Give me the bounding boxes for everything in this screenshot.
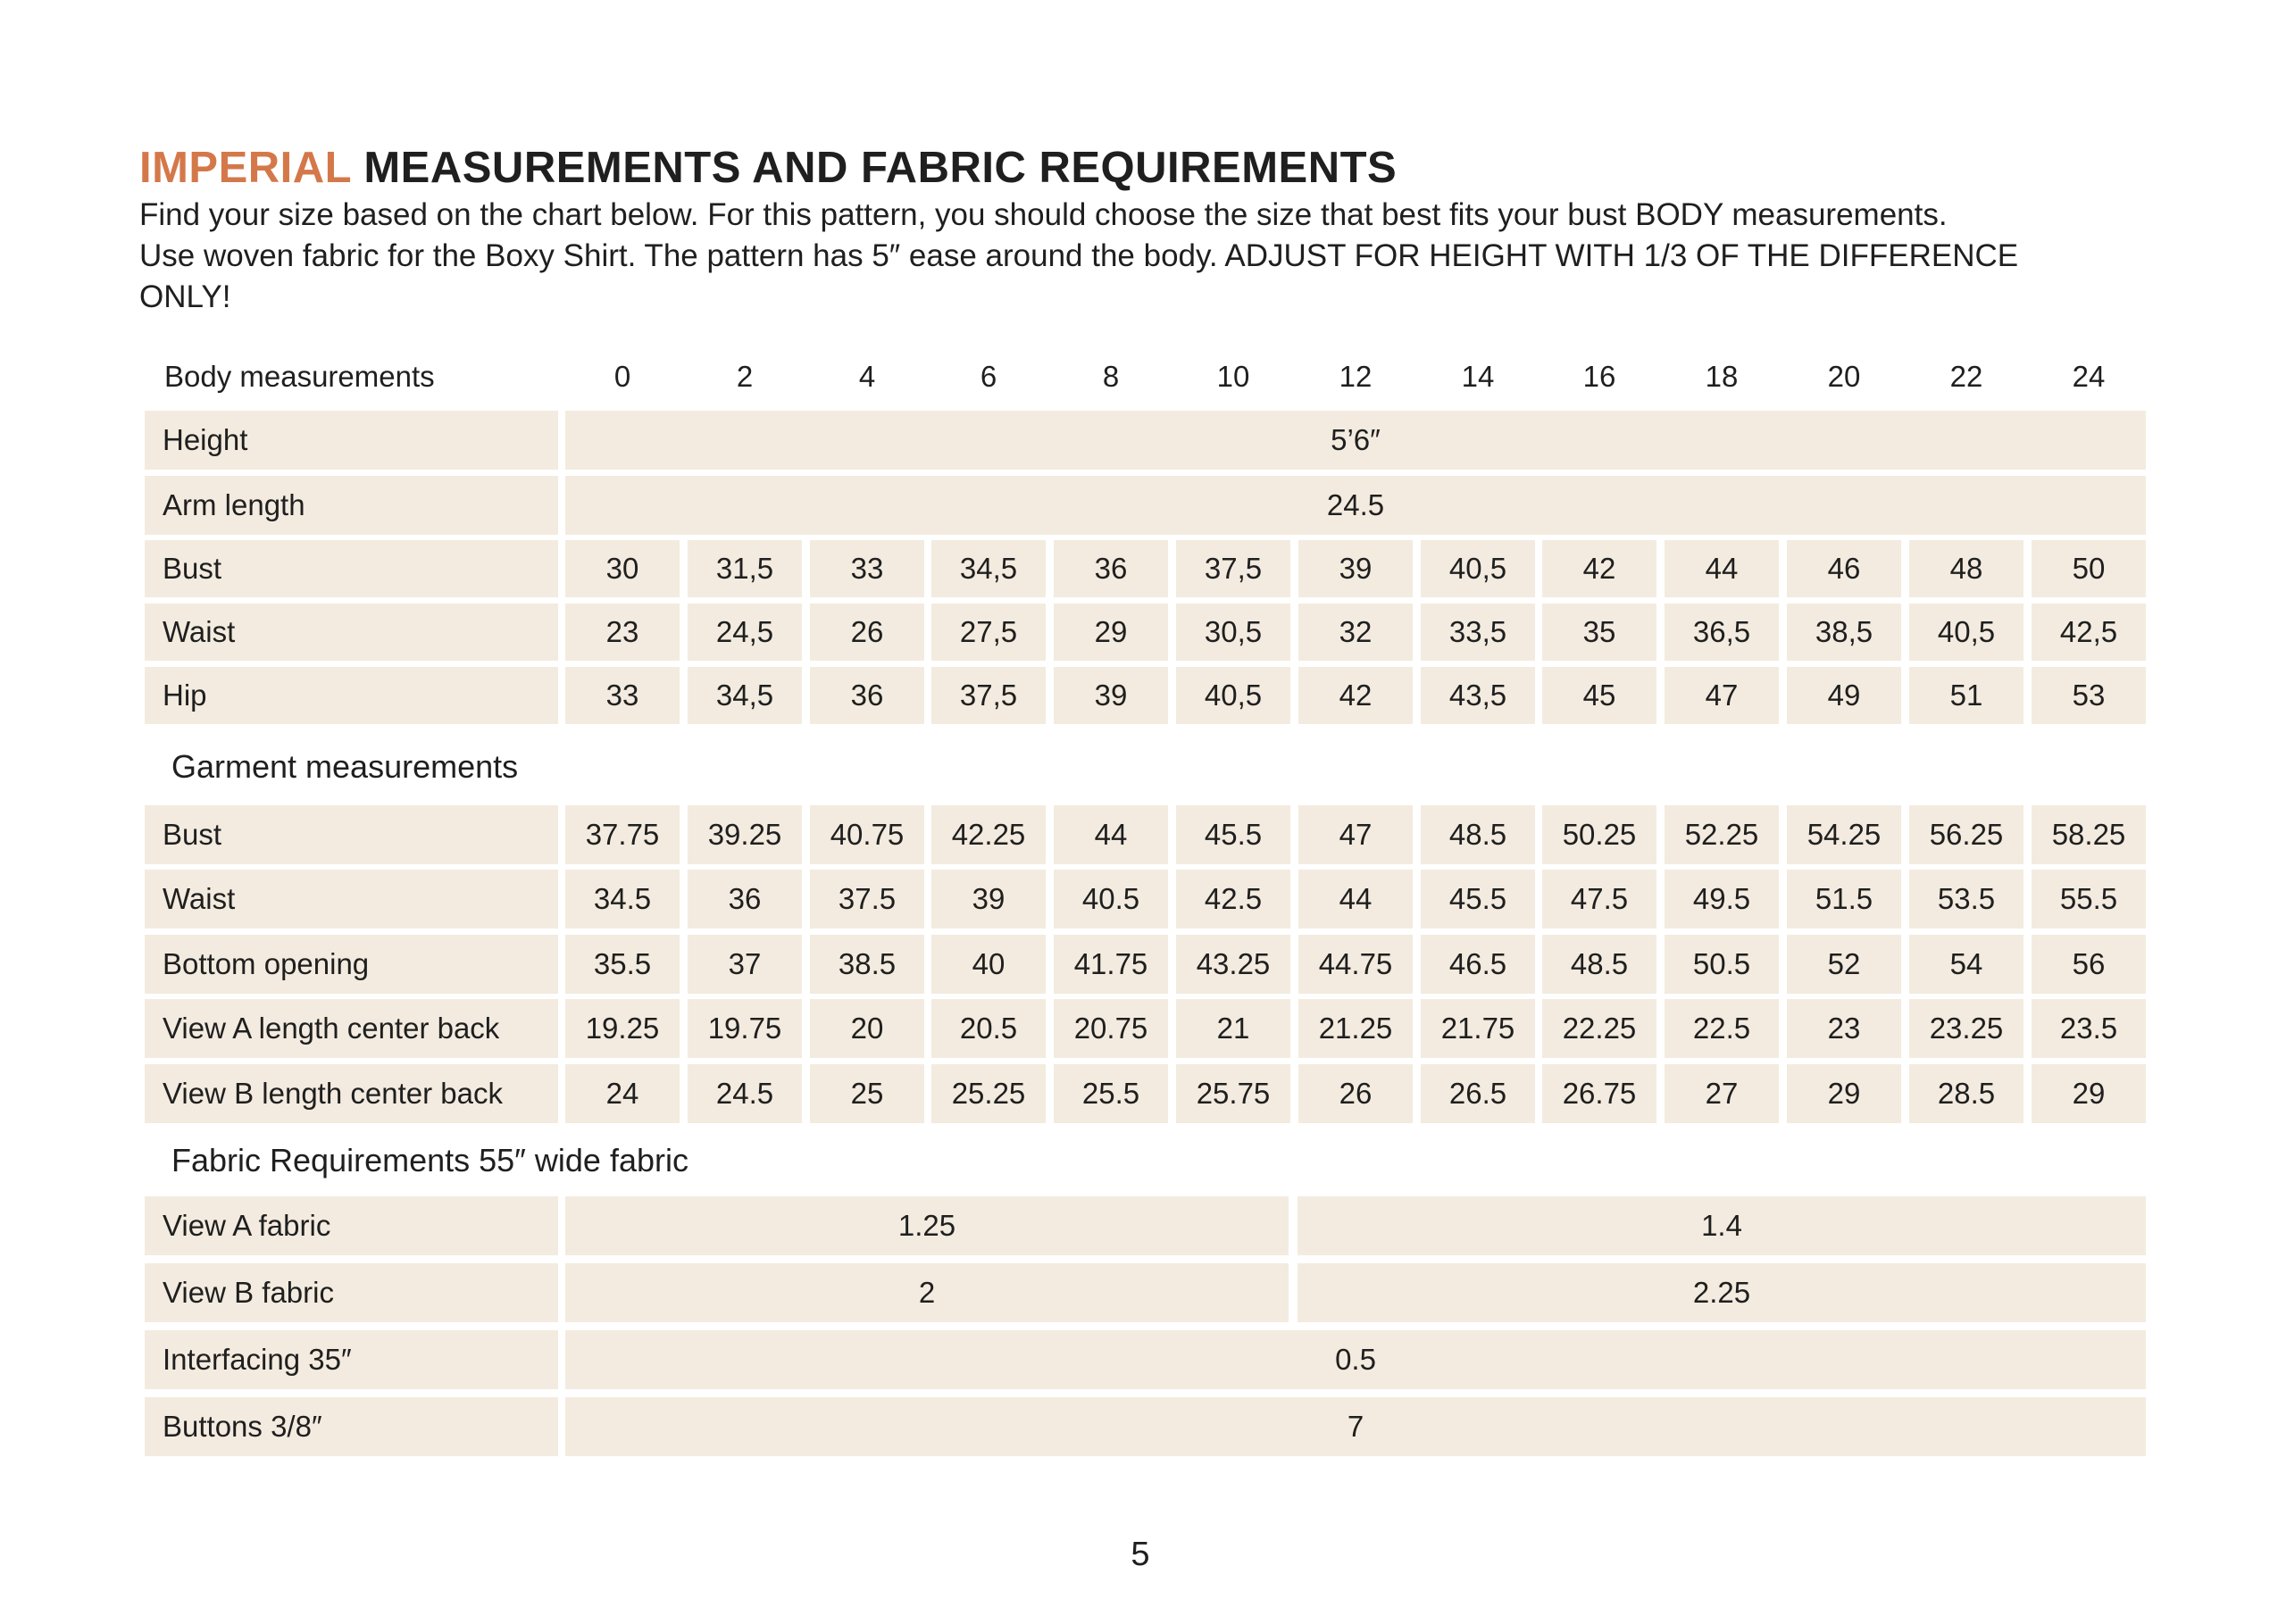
body-row-cell: 45 (1542, 667, 1656, 724)
intro-line: ONLY! (139, 279, 231, 314)
intro-text (139, 195, 2157, 318)
body-row-cell: 37,5 (931, 667, 1046, 724)
garment-row-cell: 20.5 (931, 999, 1046, 1058)
body-row-cell: 49 (1787, 667, 1901, 724)
view-b-fabric-large: 2.25 (1298, 1263, 2146, 1322)
garment-row-cell: 23.25 (1909, 999, 2023, 1058)
size-header: 6 (980, 360, 997, 393)
body-row-cell: 36,5 (1665, 604, 1779, 661)
size-header: 0 (613, 360, 631, 393)
arm-length-row-label: Arm length (145, 476, 558, 535)
page-title (139, 141, 1397, 195)
garment-row-cell: 40 (931, 935, 1046, 994)
garment-row-cell: 19.75 (688, 999, 802, 1058)
garment-row-cell: 54 (1909, 935, 2023, 994)
body-row-cell: 34,5 (688, 667, 802, 724)
body-row-cell: 35 (1542, 604, 1656, 661)
garment-row-cell: 26.5 (1421, 1064, 1535, 1123)
garment-row-cell: 25.5 (1054, 1064, 1168, 1123)
garment-row-label: View A length center back (145, 999, 558, 1058)
view-a-fabric-large: 1.4 (1298, 1196, 2146, 1255)
garment-row-cell: 44 (1054, 805, 1168, 864)
size-header: 14 (1461, 360, 1495, 393)
body-row-cell: 26 (810, 604, 924, 661)
body-row-cell: 47 (1665, 667, 1779, 724)
interfacing-value: 0.5 (565, 1330, 2146, 1389)
garment-row-cell: 51.5 (1787, 870, 1901, 929)
intro-line: Find your size based on the chart below. For this pattern, you should choose the size that best fits your bust BODY measurements. (139, 197, 1948, 232)
garment-row-cell: 29 (1787, 1064, 1901, 1123)
garment-row-cell: 34.5 (565, 870, 680, 929)
view-b-fabric-label: View B fabric (145, 1263, 558, 1322)
body-row-cell: 39 (1298, 540, 1413, 597)
interfacing-label: Interfacing 35″ (145, 1330, 558, 1389)
body-row-cell: 33 (565, 667, 680, 724)
body-row-cell: 36 (1054, 540, 1168, 597)
garment-row-cell: 44.75 (1298, 935, 1413, 994)
size-header: 16 (1582, 360, 1616, 393)
body-row-cell: 51 (1909, 667, 2023, 724)
garment-row-cell: 26.75 (1542, 1064, 1656, 1123)
garment-row-label: Waist (145, 870, 558, 929)
body-row-cell: 34,5 (931, 540, 1046, 597)
garment-row-cell: 28.5 (1909, 1064, 2023, 1123)
buttons-value: 7 (565, 1397, 2146, 1456)
arm-length-value: 24.5 (565, 476, 2146, 535)
size-header: 4 (858, 360, 876, 393)
view-a-fabric-small: 1.25 (565, 1196, 1289, 1255)
garment-row-cell: 24 (565, 1064, 680, 1123)
garment-row-cell: 37.75 (565, 805, 680, 864)
size-header: 10 (1216, 360, 1250, 393)
body-measurements-header: Body measurements (164, 360, 435, 393)
garment-row-cell: 52 (1787, 935, 1901, 994)
garment-row-cell: 48.5 (1542, 935, 1656, 994)
body-row-cell: 23 (565, 604, 680, 661)
garment-row-cell: 37 (688, 935, 802, 994)
garment-row-cell: 29 (2032, 1064, 2146, 1123)
size-header: 2 (736, 360, 754, 393)
garment-row-cell: 23.5 (2032, 999, 2146, 1058)
garment-row-cell: 20 (810, 999, 924, 1058)
body-row-cell: 40,5 (1909, 604, 2023, 661)
garment-row-cell: 47.5 (1542, 870, 1656, 929)
view-a-fabric-label: View A fabric (145, 1196, 558, 1255)
body-row-cell: 53 (2032, 667, 2146, 724)
body-row-cell: 48 (1909, 540, 2023, 597)
garment-row-cell: 43.25 (1176, 935, 1290, 994)
garment-row-cell: 42.25 (931, 805, 1046, 864)
size-header: 24 (2072, 360, 2106, 393)
garment-row-cell: 45.5 (1176, 805, 1290, 864)
body-row-cell: 27,5 (931, 604, 1046, 661)
title-rest: MEASUREMENTS AND FABRIC REQUIREMENTS (363, 144, 1398, 192)
body-row-cell: 42 (1298, 667, 1413, 724)
garment-row-cell: 21.25 (1298, 999, 1413, 1058)
size-header: 20 (1827, 360, 1861, 393)
body-row-label: Hip (145, 667, 558, 724)
garment-row-cell: 21.75 (1421, 999, 1535, 1058)
garment-row-cell: 35.5 (565, 935, 680, 994)
garment-row-cell: 38.5 (810, 935, 924, 994)
garment-row-cell: 48.5 (1421, 805, 1535, 864)
view-b-fabric-small: 2 (565, 1263, 1289, 1322)
body-row-cell: 31,5 (688, 540, 802, 597)
garment-row-cell: 23 (1787, 999, 1901, 1058)
garment-row-cell: 25.75 (1176, 1064, 1290, 1123)
garment-row-cell: 27 (1665, 1064, 1779, 1123)
garment-row-cell: 58.25 (2032, 805, 2146, 864)
body-row-cell: 30,5 (1176, 604, 1290, 661)
garment-row-cell: 45.5 (1421, 870, 1535, 929)
body-row-cell: 39 (1054, 667, 1168, 724)
body-row-cell: 24,5 (688, 604, 802, 661)
garment-row-cell: 22.5 (1665, 999, 1779, 1058)
size-header: 12 (1339, 360, 1373, 393)
garment-row-cell: 52.25 (1665, 805, 1779, 864)
garment-row-label: Bust (145, 805, 558, 864)
size-header: 18 (1705, 360, 1739, 393)
garment-row-cell: 26 (1298, 1064, 1413, 1123)
garment-row-cell: 55.5 (2032, 870, 2146, 929)
body-row-cell: 29 (1054, 604, 1168, 661)
body-row-cell: 32 (1298, 604, 1413, 661)
body-row-cell: 42 (1542, 540, 1656, 597)
garment-row-cell: 44 (1298, 870, 1413, 929)
garment-row-cell: 46.5 (1421, 935, 1535, 994)
size-header: 22 (1949, 360, 1983, 393)
body-row-cell: 43,5 (1421, 667, 1535, 724)
garment-row-cell: 24.5 (688, 1064, 802, 1123)
garment-row-cell: 22.25 (1542, 999, 1656, 1058)
garment-row-cell: 39.25 (688, 805, 802, 864)
garment-row-cell: 39 (931, 870, 1046, 929)
body-row-cell: 38,5 (1787, 604, 1901, 661)
body-row-cell: 40,5 (1421, 540, 1535, 597)
height-row-label: Height (145, 411, 558, 470)
body-row-cell: 30 (565, 540, 680, 597)
garment-row-cell: 56.25 (1909, 805, 2023, 864)
garment-row-cell: 41.75 (1054, 935, 1168, 994)
body-row-cell: 40,5 (1176, 667, 1290, 724)
garment-row-cell: 50.25 (1542, 805, 1656, 864)
garment-row-cell: 53.5 (1909, 870, 2023, 929)
garment-row-cell: 37.5 (810, 870, 924, 929)
garment-row-cell: 19.25 (565, 999, 680, 1058)
page-number: 5 (1131, 1536, 1150, 1573)
buttons-label: Buttons 3/8″ (145, 1397, 558, 1456)
garment-row-cell: 50.5 (1665, 935, 1779, 994)
body-row-cell: 50 (2032, 540, 2146, 597)
body-row-label: Bust (145, 540, 558, 597)
body-row-cell: 33 (810, 540, 924, 597)
size-header: 8 (1102, 360, 1120, 393)
garment-row-cell: 42.5 (1176, 870, 1290, 929)
garment-section-label: Garment measurements (171, 748, 519, 785)
body-row-cell: 33,5 (1421, 604, 1535, 661)
garment-row-cell: 21 (1176, 999, 1290, 1058)
body-row-cell: 46 (1787, 540, 1901, 597)
body-row-label: Waist (145, 604, 558, 661)
garment-row-label: Bottom opening (145, 935, 558, 994)
body-row-cell: 36 (810, 667, 924, 724)
height-value: 5’6″ (565, 411, 2146, 470)
body-row-cell: 37,5 (1176, 540, 1290, 597)
garment-row-cell: 40.5 (1054, 870, 1168, 929)
body-row-cell: 42,5 (2032, 604, 2146, 661)
garment-row-cell: 25 (810, 1064, 924, 1123)
title-accent: IMPERIAL (139, 144, 352, 192)
body-row-cell: 44 (1665, 540, 1779, 597)
garment-row-cell: 56 (2032, 935, 2146, 994)
intro-line: Use woven fabric for the Boxy Shirt. The pattern has 5″ ease around the body. ADJUST FOR HEIGHT WITH 1/3 OF THE DIFFERENCE (139, 238, 2019, 273)
garment-row-cell: 20.75 (1054, 999, 1168, 1058)
garment-row-label: View B length center back (145, 1064, 558, 1123)
garment-row-cell: 47 (1298, 805, 1413, 864)
garment-row-cell: 25.25 (931, 1064, 1046, 1123)
garment-row-cell: 54.25 (1787, 805, 1901, 864)
garment-row-cell: 36 (688, 870, 802, 929)
fabric-section-label: Fabric Requirements 55″ wide fabric (171, 1142, 688, 1178)
garment-row-cell: 49.5 (1665, 870, 1779, 929)
garment-row-cell: 40.75 (810, 805, 924, 864)
